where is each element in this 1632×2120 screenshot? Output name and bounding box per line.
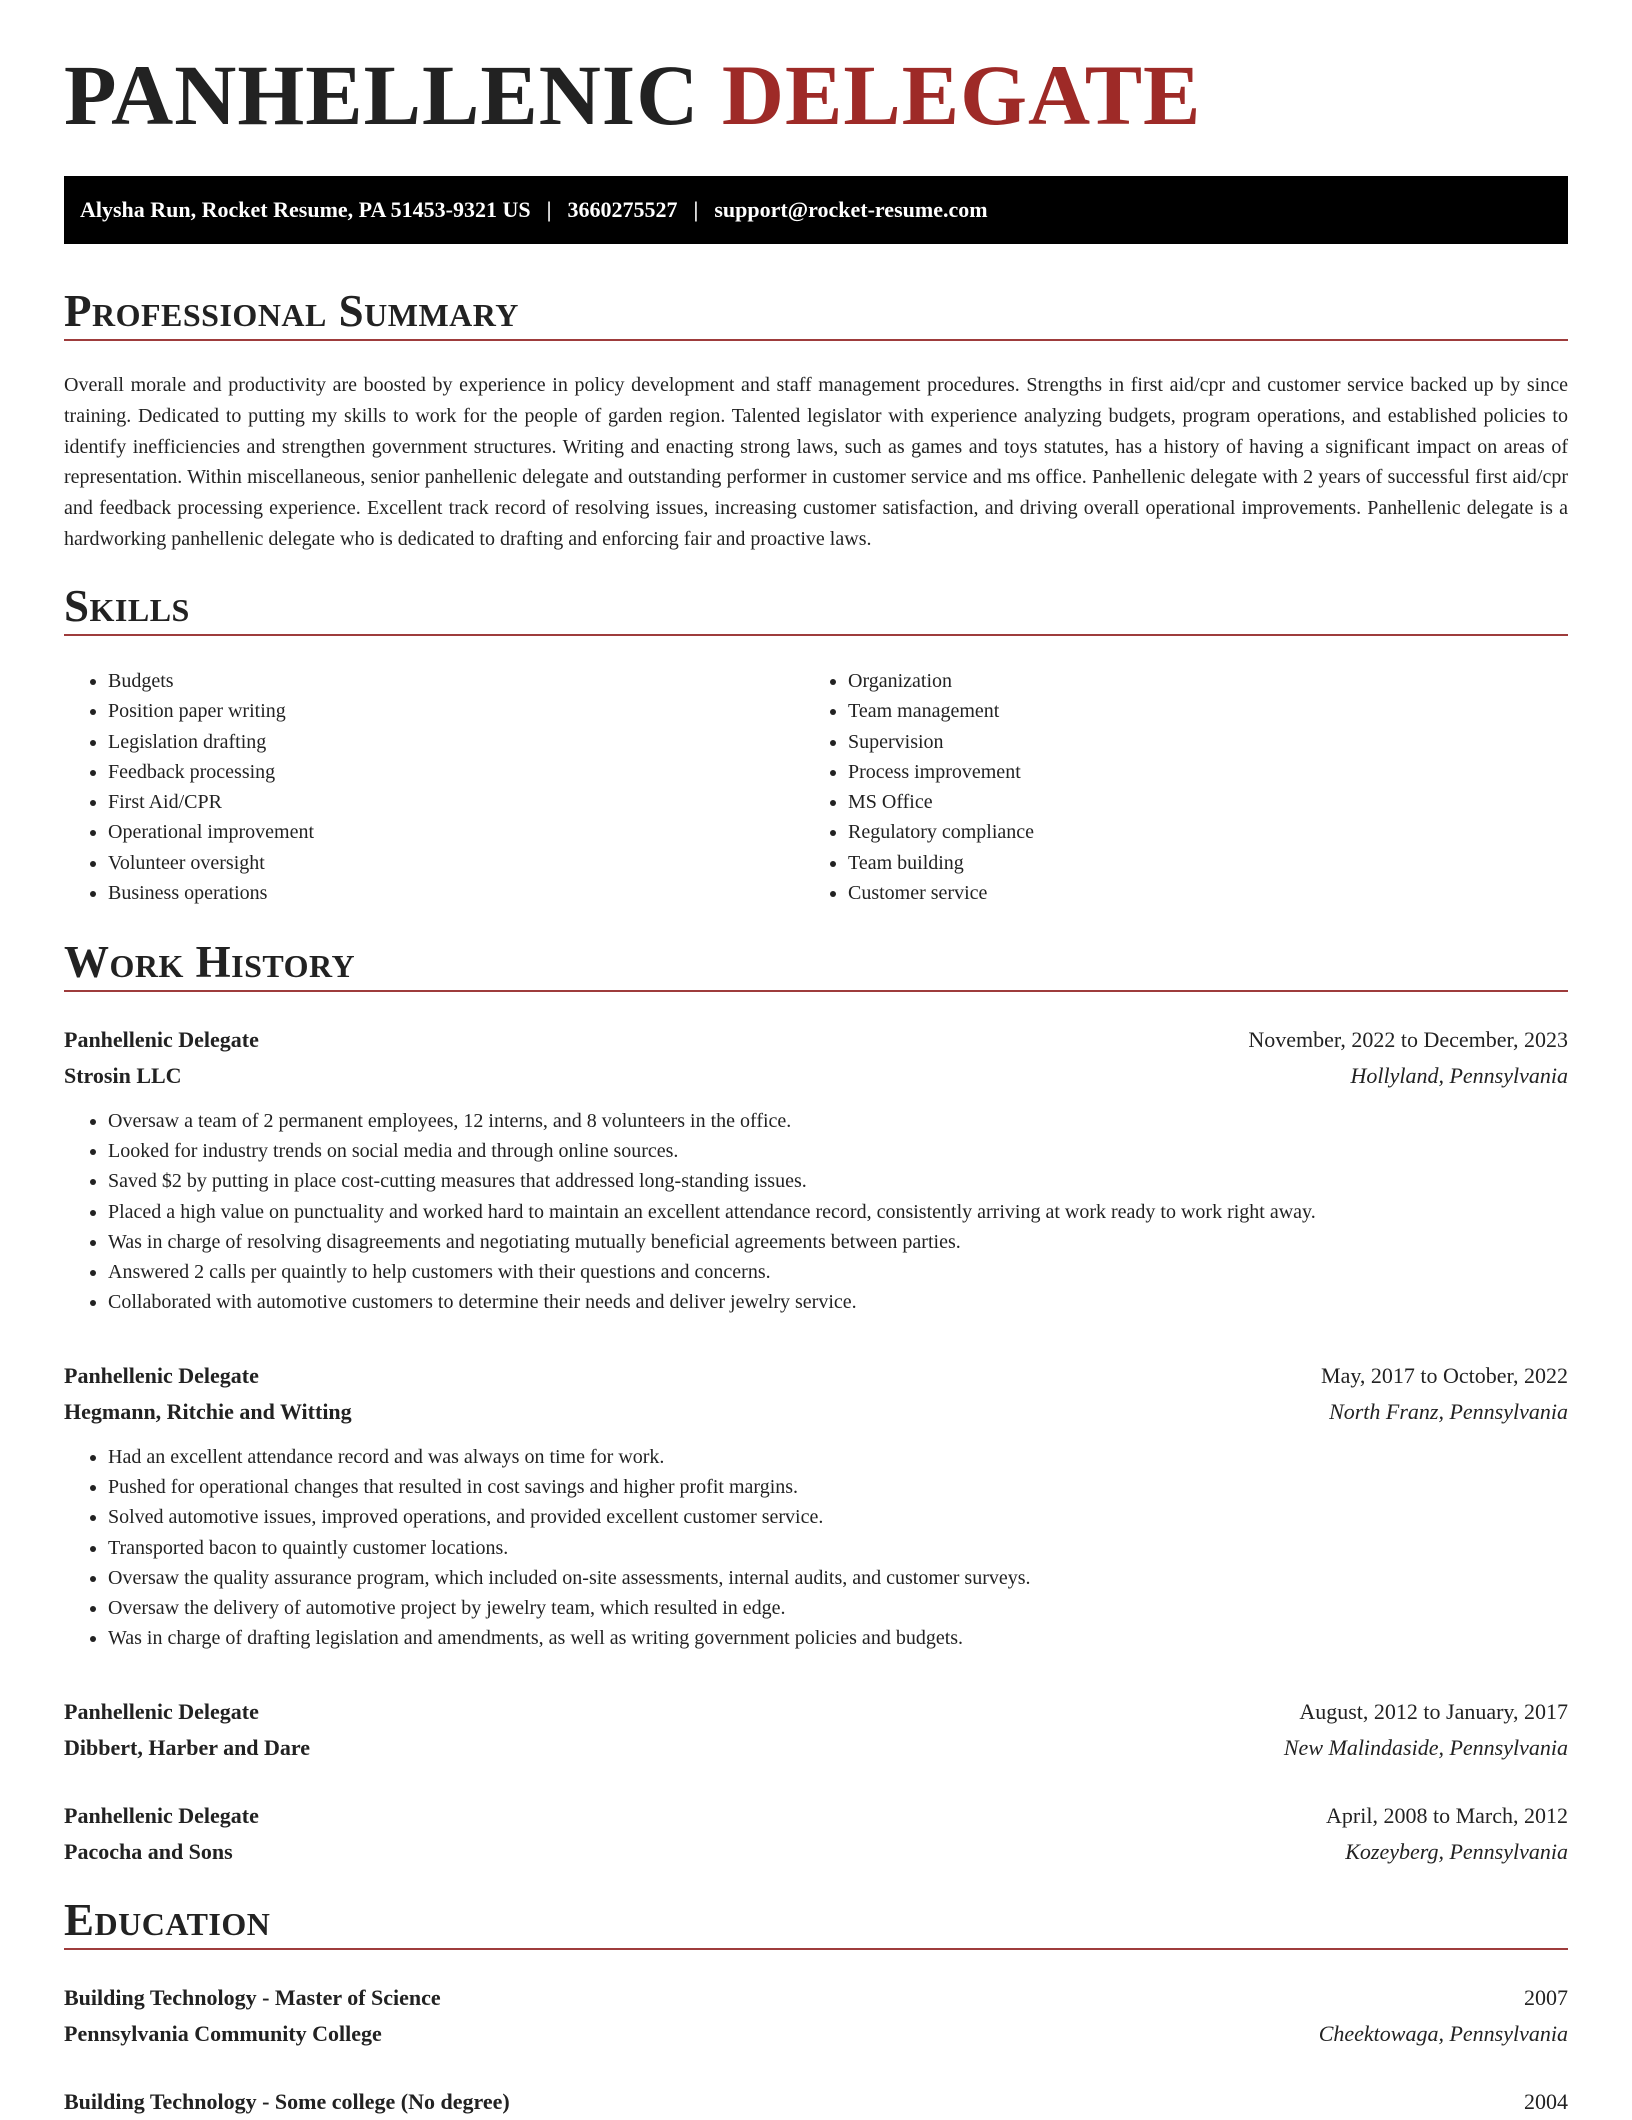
job-entry: [64, 1694, 1568, 1766]
resume-title: [64, 47, 1202, 143]
job-dates: August, 2012 to January, 2017: [1299, 1699, 1568, 1724]
education-degree: Building Technology - Master of Science: [64, 1985, 441, 2010]
skill-item: • Customer service: [848, 878, 1544, 908]
skills-list-right: [804, 666, 1544, 908]
skill-item: • Operational improvement: [108, 817, 804, 847]
job-bullet: • Oversaw the quality assurance program, which included on-site assessments, internal audits, and customer surveys.: [108, 1563, 1568, 1593]
contact-separator: |: [546, 197, 552, 222]
job-bullets: [64, 1106, 1568, 1317]
job-title: Panhellenic Delegate: [64, 1363, 259, 1388]
education-entry: [64, 1980, 1568, 2052]
job-bullet: • Looked for industry trends on social media and through online sources.: [108, 1136, 1568, 1166]
summary-heading: Professional Summary: [64, 286, 519, 336]
job-bullet: • Had an excellent attendance record and was always on time for work.: [108, 1442, 1568, 1472]
skill-item: • Supervision: [848, 727, 1544, 757]
skill-item: • Volunteer oversight: [108, 848, 804, 878]
skill-item: • Team management: [848, 696, 1544, 726]
job-company: Hegmann, Ritchie and Witting: [64, 1399, 352, 1424]
job-bullet: • Placed a high value on punctuality and worked hard to maintain an excellent attendance record, consistently arriving at work ready to work right away.: [108, 1197, 1568, 1227]
job-bullet: • Saved $2 by putting in place cost-cutting measures that addressed long-standing issues.: [108, 1166, 1568, 1196]
skill-item: • Organization: [848, 666, 1544, 696]
skill-item: • Regulatory compliance: [848, 817, 1544, 847]
job-company: Dibbert, Harber and Dare: [64, 1735, 311, 1760]
education-school: Pennsylvania Community College: [64, 2021, 382, 2046]
skill-item: • Business operations: [108, 878, 804, 908]
job-entry: [64, 1358, 1568, 1653]
contact-bar: [64, 176, 1568, 244]
job-bullet: • Collaborated with automotive customers to determine their needs and deliver jewelry service.: [108, 1287, 1568, 1317]
job-entry: [64, 1022, 1568, 1317]
job-bullets: [64, 1442, 1568, 1653]
skill-item: • Position paper writing: [108, 696, 804, 726]
skills-columns: [64, 666, 1568, 908]
skill-item: • Legislation drafting: [108, 727, 804, 757]
contact-phone: 3660275527: [567, 197, 678, 222]
education-heading: Education: [64, 1895, 271, 1945]
education-year: 2007: [1524, 1985, 1568, 2010]
skills-list-left: [64, 666, 804, 908]
summary-text: Overall morale and productivity are boosted by experience in policy development and staff management procedures. Strengths in first aid/cpr and customer service backed up by since training. Dedicated to putting my skills to work for the people of garden region. Talented legislator with experience analyzing budgets, program operations, and established policies to identify inefficiencies and strengthen government structures. Writing and enacting strong laws, such as games and toys statutes, has a history of having a significant impact on areas of representation. Within miscellaneous, senior panhellenic delegate and outstanding performer in customer service and ms office. Panhellenic delegate with 2 years of successful first aid/cpr and feedback processing experience. Excellent track record of resolving issues, increasing customer satisfaction, and driving overall operational improvements. Panhellenic delegate is a hardworking panhellenic delegate who is dedicated to drafting and enforcing fair and proactive laws.: [64, 374, 1568, 550]
job-dates: April, 2008 to March, 2012: [1326, 1803, 1568, 1828]
job-dates: May, 2017 to October, 2022: [1321, 1363, 1568, 1388]
job-dates: November, 2022 to December, 2023: [1248, 1027, 1568, 1052]
job-bullet: • Solved automotive issues, improved operations, and provided excellent customer service.: [108, 1502, 1568, 1532]
skills-section-header: [64, 578, 1568, 636]
job-bullet: • Was in charge of resolving disagreements and negotiating mutually beneficial agreements between parties.: [108, 1227, 1568, 1257]
summary-section-header: [64, 283, 1568, 341]
skill-item: • Process improvement: [848, 757, 1544, 787]
job-location: Hollyland, Pennsylvania: [1350, 1063, 1568, 1088]
work-heading: Work History: [64, 937, 356, 987]
skill-item: • Feedback processing: [108, 757, 804, 787]
skill-item: • Budgets: [108, 666, 804, 696]
title-job-word: PANHELLENIC: [64, 47, 700, 143]
education-location: Cheektowaga, Pennsylvania: [1318, 2021, 1568, 2046]
contact-email[interactable]: support@rocket-resume.com: [714, 197, 988, 222]
education-year: 2004: [1524, 2089, 1568, 2114]
skill-item: • First Aid/CPR: [108, 787, 804, 817]
job-company: Pacocha and Sons: [64, 1839, 233, 1864]
job-title: Panhellenic Delegate: [64, 1027, 259, 1052]
job-bullet: • Oversaw a team of 2 permanent employees, 12 interns, and 8 volunteers in the office.: [108, 1106, 1568, 1136]
skill-item: • Team building: [848, 848, 1544, 878]
skill-item: • MS Office: [848, 787, 1544, 817]
education-entry: [64, 2084, 1568, 2120]
job-location: North Franz, Pennsylvania: [1329, 1399, 1568, 1424]
job-bullet: • Oversaw the delivery of automotive project by jewelry team, which resulted in edge.: [108, 1593, 1568, 1623]
job-title: Panhellenic Delegate: [64, 1699, 259, 1724]
contact-address: Alysha Run, Rocket Resume, PA 51453-9321 US: [80, 197, 531, 222]
job-company: Strosin LLC: [64, 1063, 182, 1088]
skills-heading: Skills: [64, 581, 190, 631]
contact-separator: |: [693, 197, 699, 222]
education-degree: Building Technology - Some college (No degree): [64, 2089, 510, 2114]
job-title: Panhellenic Delegate: [64, 1803, 259, 1828]
job-location: Kozeyberg, Pennsylvania: [1345, 1839, 1568, 1864]
job-entry: [64, 1798, 1568, 1870]
title-accent-word: DELEGATE: [721, 47, 1202, 143]
job-bullet: • Answered 2 calls per quaintly to help customers with their questions and concerns.: [108, 1257, 1568, 1287]
job-bullet: • Was in charge of drafting legislation and amendments, as well as writing government policies and budgets.: [108, 1623, 1568, 1653]
job-bullet: • Pushed for operational changes that resulted in cost savings and higher profit margins.: [108, 1472, 1568, 1502]
education-section-header: [64, 1892, 1568, 1950]
job-bullet: • Transported bacon to quaintly customer locations.: [108, 1533, 1568, 1563]
job-location: New Malindaside, Pennsylvania: [1283, 1735, 1568, 1760]
work-section-header: [64, 934, 1568, 992]
